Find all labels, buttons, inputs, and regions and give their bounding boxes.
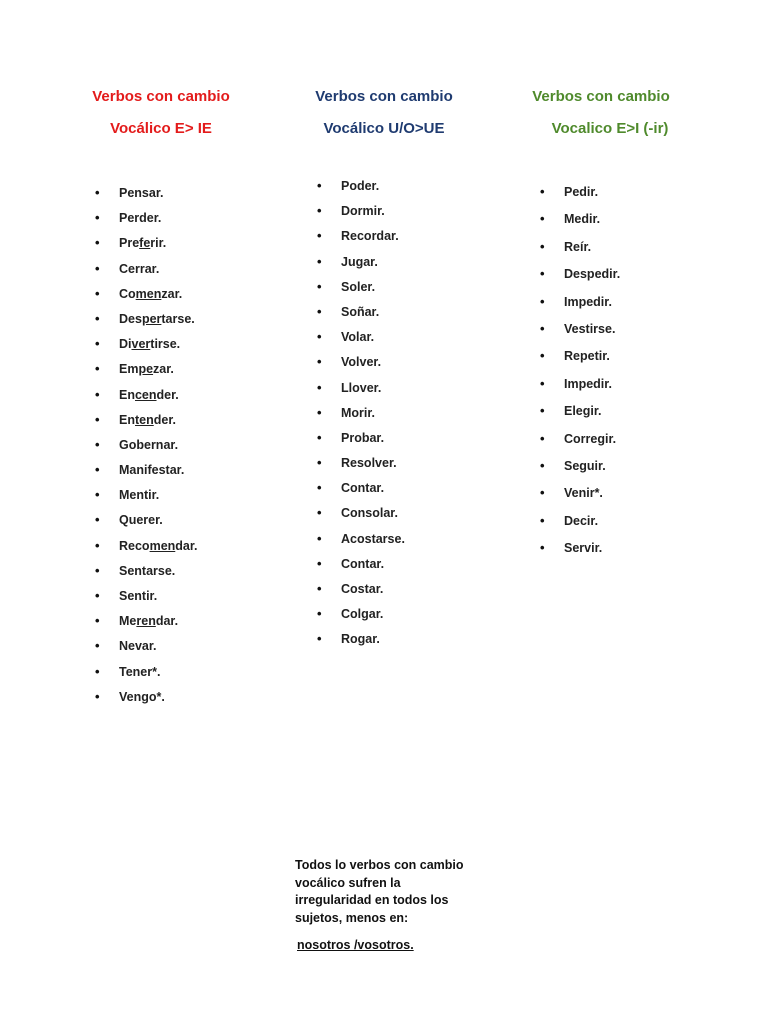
verb-text-end: tirse. [150,337,181,352]
verb-item [564,266,620,293]
verb-text: Corregir. [564,431,617,446]
col3-title: Verbos con cambio [532,88,670,105]
verb-text: Consolar. [341,506,398,521]
verb-text: Reco [119,538,150,553]
col3-verb-list [564,184,620,567]
verb-item [341,178,405,203]
verb-item [341,430,405,455]
verb-item [119,311,198,336]
verb-text: Des [119,311,142,326]
verb-stem-underline: pe [138,362,154,377]
verb-text: Nevar. [119,639,157,654]
verb-text: Pensar. [119,186,164,200]
verb-text: Resolver. [341,456,397,471]
verb-stem-underline: ten [134,412,154,427]
verb-item [564,485,620,512]
verb-text: Vestirse. [564,321,616,336]
verb-item [341,380,405,405]
verb-text: Manifestar. [119,463,185,478]
verb-text: Costar. [341,582,384,596]
verb-item [564,540,620,567]
verb-text: En [119,387,135,402]
verb-item [341,228,405,253]
verb-text: Seguir. [564,458,606,473]
verb-text: Impedir. [564,294,612,309]
verb-item [341,480,405,505]
verb-text-end: der. [153,412,176,427]
col1-subtitle: Vocálico E> IE [110,120,212,137]
verb-item [564,403,620,430]
verb-stem-underline: cen [134,387,157,402]
verb-stem-underline: men [135,286,162,301]
verb-text: Medir. [564,212,601,227]
verb-text-end: dar. [155,614,179,629]
verb-text: Rogar. [341,632,380,647]
verb-text-end: tarse. [161,311,195,326]
verb-text: Venir*. [564,486,603,501]
verb-text: Soler. [341,279,376,294]
verb-text: Volar. [341,330,375,345]
verb-item [564,184,620,211]
verb-item [119,235,198,260]
verb-item [341,455,405,480]
verb-item [119,462,198,487]
verb-item [564,294,620,321]
verb-item [341,405,405,430]
verb-item [341,254,405,279]
verb-text: Contar. [341,556,385,571]
verb-item [119,437,198,462]
note-text: Todos lo verbos con cambio vocálico sufren la irregularidad en todos los sujetos, menos en: [295,858,464,925]
verb-text: Llover. [341,380,382,395]
verb-text: Soñar. [341,304,380,319]
verb-text: Probar. [341,430,385,445]
verb-item [119,563,198,588]
verb-item [564,239,620,266]
verb-text: Recordar. [341,229,399,244]
verb-item [341,556,405,581]
verb-item [341,329,405,354]
verb-item [119,412,198,437]
verb-item [564,431,620,458]
verb-text: Di [119,337,132,352]
verb-item [119,210,198,235]
verb-text: Pedir. [564,185,599,199]
verb-item [119,613,198,638]
verb-text: Poder. [341,179,380,193]
verb-item [564,376,620,403]
verb-text: Co [119,286,136,301]
verb-text: Jugar. [341,254,378,269]
verb-text: Despedir. [564,267,621,282]
col2-verb-list [341,178,405,657]
verb-text-end: zar. [153,362,174,377]
verb-item [341,631,405,656]
verb-text: Querer. [119,513,163,528]
verb-text: Perder. [119,211,162,226]
verb-item [119,286,198,311]
col2-subtitle: Vocálico U/O>UE [323,120,445,137]
verb-stem-underline: fe [139,236,151,251]
verb-item [341,203,405,228]
verb-item [119,538,198,563]
verb-text-end: der. [156,387,179,402]
verb-text: Pre [119,236,140,251]
verb-text: En [119,412,135,427]
verb-text: Me [119,614,137,629]
verb-text: Repetir. [564,349,610,364]
verb-item [341,304,405,329]
verb-item [119,638,198,663]
verb-item [119,361,198,386]
verb-text: Em [119,362,139,377]
verb-text: Acostarse. [341,531,405,546]
verb-text: Cerrar. [119,261,160,276]
verb-item [119,588,198,613]
verb-item [564,458,620,485]
verb-text: Impedir. [564,376,612,391]
verb-text: Contar. [341,481,385,496]
verb-stem-underline: ver [131,337,151,352]
verb-text: Gobernar. [119,437,179,452]
verb-text-end: rir. [150,236,167,251]
verb-item [119,664,198,689]
verb-item [341,581,405,606]
verb-text: Sentarse. [119,563,176,578]
verb-text: Decir. [564,513,599,528]
col1-verb-list [119,185,198,714]
verb-text: Tener*. [119,664,161,679]
verb-text-end: zar. [161,286,183,301]
verb-text: Elegir. [564,404,602,419]
col3-subtitle: Vocalico E>I (-ir) [551,120,669,137]
verb-item [341,531,405,556]
verb-item [341,606,405,631]
verb-stem-underline: men [149,538,176,553]
col1-title: Verbos con cambio [92,88,230,105]
verb-item [564,321,620,348]
verb-item [341,279,405,304]
note-exception: nosotros /vosotros. [297,938,414,952]
verb-item [119,261,198,286]
verb-item [119,336,198,361]
verb-item [119,387,198,412]
col2-title: Verbos con cambio [315,88,453,105]
verb-text: Reír. [564,239,592,254]
verb-item [564,513,620,540]
verb-item [119,185,198,210]
verb-item [119,487,198,512]
verb-text: Servir. [564,541,603,556]
verb-item [119,512,198,537]
verb-item [564,348,620,375]
verb-text-end: dar. [175,538,198,553]
verb-text: Vengo*. [119,689,165,704]
verb-stem-underline: ren [136,614,156,629]
verb-text: Volver. [341,355,382,370]
verb-item [341,505,405,530]
verb-stem-underline: per [141,311,162,326]
verb-text: Sentir. [119,589,158,603]
verb-text: Dormir. [341,204,385,219]
verb-item [564,211,620,238]
verb-text: Morir. [341,405,376,420]
verb-text: Colgar. [341,607,384,622]
verb-item [119,689,198,714]
verb-item [341,354,405,379]
verb-text: Mentir. [119,488,160,503]
